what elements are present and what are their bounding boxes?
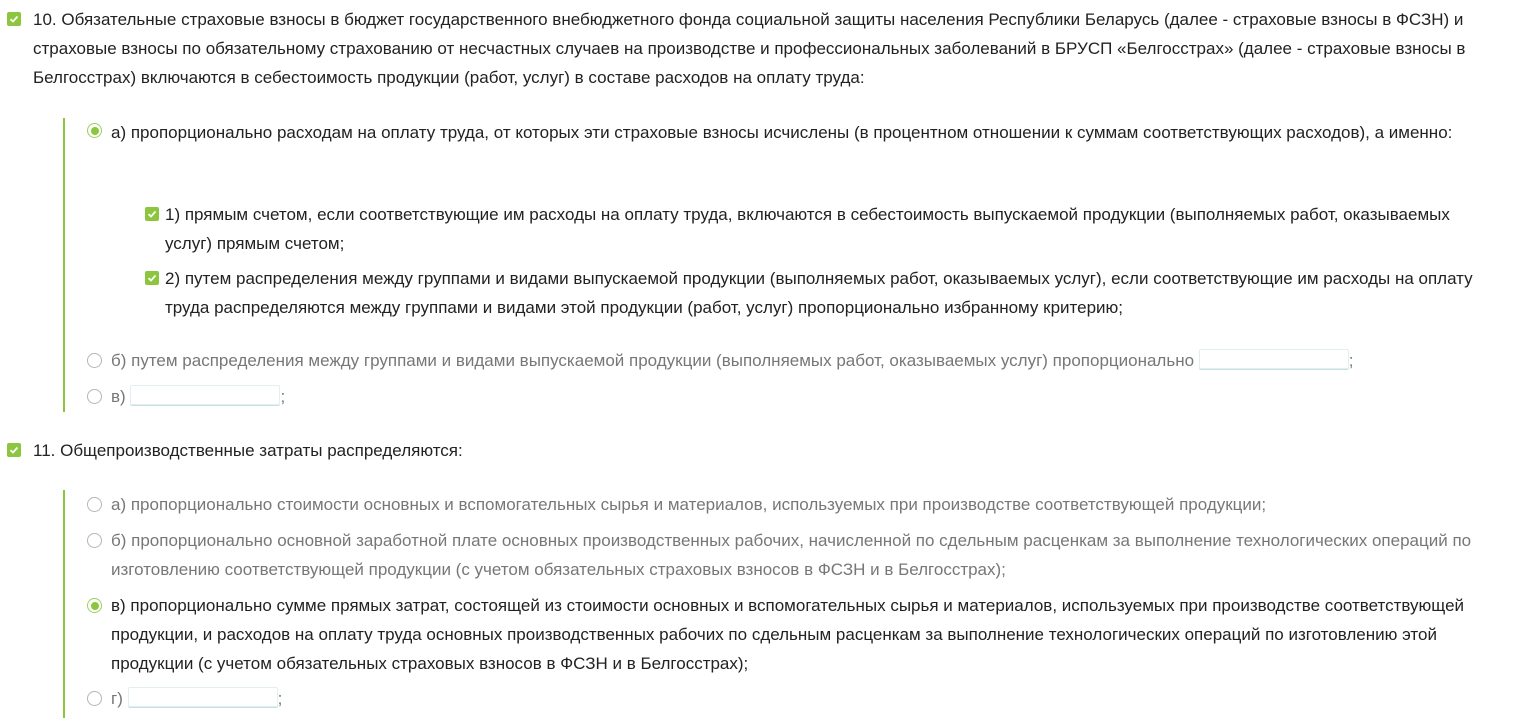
q10-sub-option-1-checkmark-icon[interactable]: [145, 207, 159, 221]
q10-option-a-label: а) пропорционально расходам на оплату труда, от которых эти страховые взносы исчислены (в процентном отношении к суммам соответствующих расходов), а именно:: [111, 123, 1453, 142]
q11-option-b[interactable]: [65, 526, 1511, 584]
q10-option-a-radio-icon[interactable]: [87, 123, 102, 138]
q11-option-d-input[interactable]: [128, 687, 278, 708]
question-10-header: [0, 5, 1518, 92]
question-11-options: [63, 490, 1523, 718]
q11-option-d-radio-icon[interactable]: [87, 691, 102, 706]
q11-option-b-label: б) пропорционально основной заработной плате основных производственных рабочих, начисленной по сдельным расценкам за выполнение технологических операций по изготовлению соответствующей продукции (с учетом обязательных страховых взносов в ФСЗН и в Белгосстрах);: [111, 531, 1472, 579]
q11-option-a-radio-icon[interactable]: [87, 497, 102, 512]
q11-option-c-radio-icon[interactable]: [87, 598, 102, 613]
q11-option-d-end: ;: [277, 689, 283, 708]
q10-sub-option-1-label: 1) прямым счетом, если соответствующие им расходы на оплату труда, включаются в себестоимость выпускаемой продукции (выполняемых работ, оказываемых услуг) прямым счетом;: [165, 205, 1450, 253]
q10-option-b[interactable]: [65, 346, 1521, 375]
q10-option-c[interactable]: [65, 382, 511, 411]
question-11: [0, 436, 1523, 465]
question-10-title: 10. Обязательные страховые взносы в бюджет государственного внебюджетного фонда социальной защиты населения Республики Беларусь (далее - страховые взносы в ФСЗН) и страховые взносы по обязательному страхованию от несчастных случаев на производстве и профессиональных заболеваний в БРУСП «Белгосстрах» (далее - страховые взносы в Белгосстрах) включаются в себестоимость продукции (работ, услуг) в составе расходов на оплату труда:: [33, 10, 1466, 87]
q10-sub-option-1[interactable]: [145, 200, 1475, 258]
q10-option-b-radio-icon[interactable]: [87, 353, 102, 368]
q10-option-b-label: б) путем распределения между группами и видами выпускаемой продукции (выполняемых работ, оказываемых услуг) пропорционально: [111, 351, 1195, 370]
q10-option-c-label: в): [111, 387, 126, 406]
question-11-checkbox-checkmark-icon[interactable]: [7, 443, 21, 457]
q10-option-c-end: ;: [280, 387, 286, 406]
question-11-title: 11. Общепроизводственные затраты распределяются:: [33, 441, 463, 460]
q11-option-a-label: а) пропорционально стоимости основных и вспомогательных сырья и материалов, используемых при производстве соответствующей продукции;: [111, 495, 1267, 514]
q10-sub-option-2-label: 2) путем распределения между группами и видами выпускаемой продукции (выполняемых работ, оказываемых услуг), если соответствующие им расходы на оплату труда распределяются между группами и видами этой продукции (работ, услуг) пропорционально избранному критерию;: [165, 269, 1473, 317]
q11-option-d-label: г): [111, 689, 123, 708]
q10-option-b-end: ;: [1348, 351, 1354, 370]
q10-sub-option-2[interactable]: [145, 264, 1475, 322]
q11-option-a[interactable]: [65, 490, 1511, 519]
q11-option-c[interactable]: [65, 591, 1471, 678]
q11-option-b-radio-icon[interactable]: [87, 533, 102, 548]
q10-option-b-input[interactable]: [1199, 349, 1349, 370]
question-10-options: [63, 118, 1523, 412]
question-10-checkbox-checkmark-icon[interactable]: [7, 12, 21, 26]
question-10: [0, 5, 1523, 92]
question-11-header: [0, 436, 1518, 465]
q10-option-a[interactable]: [65, 118, 1516, 147]
q10-option-c-radio-icon[interactable]: [87, 389, 102, 404]
q11-option-d[interactable]: [65, 684, 511, 713]
q10-sub-option-2-checkmark-icon[interactable]: [145, 271, 159, 285]
q10-option-c-input[interactable]: [130, 385, 280, 406]
q11-option-c-label: в) пропорционально сумме прямых затрат, состоящей из стоимости основных и вспомогательных сырья и материалов, используемых при производстве соответствующей продукции, и расходов на оплату труда основных производственных рабочих по сдельным расценкам за выполнение технологических операций по изготовлению этой продукции (с учетом обязательных страховых взносов в ФСЗН и в Белгосстрах);: [111, 596, 1465, 673]
